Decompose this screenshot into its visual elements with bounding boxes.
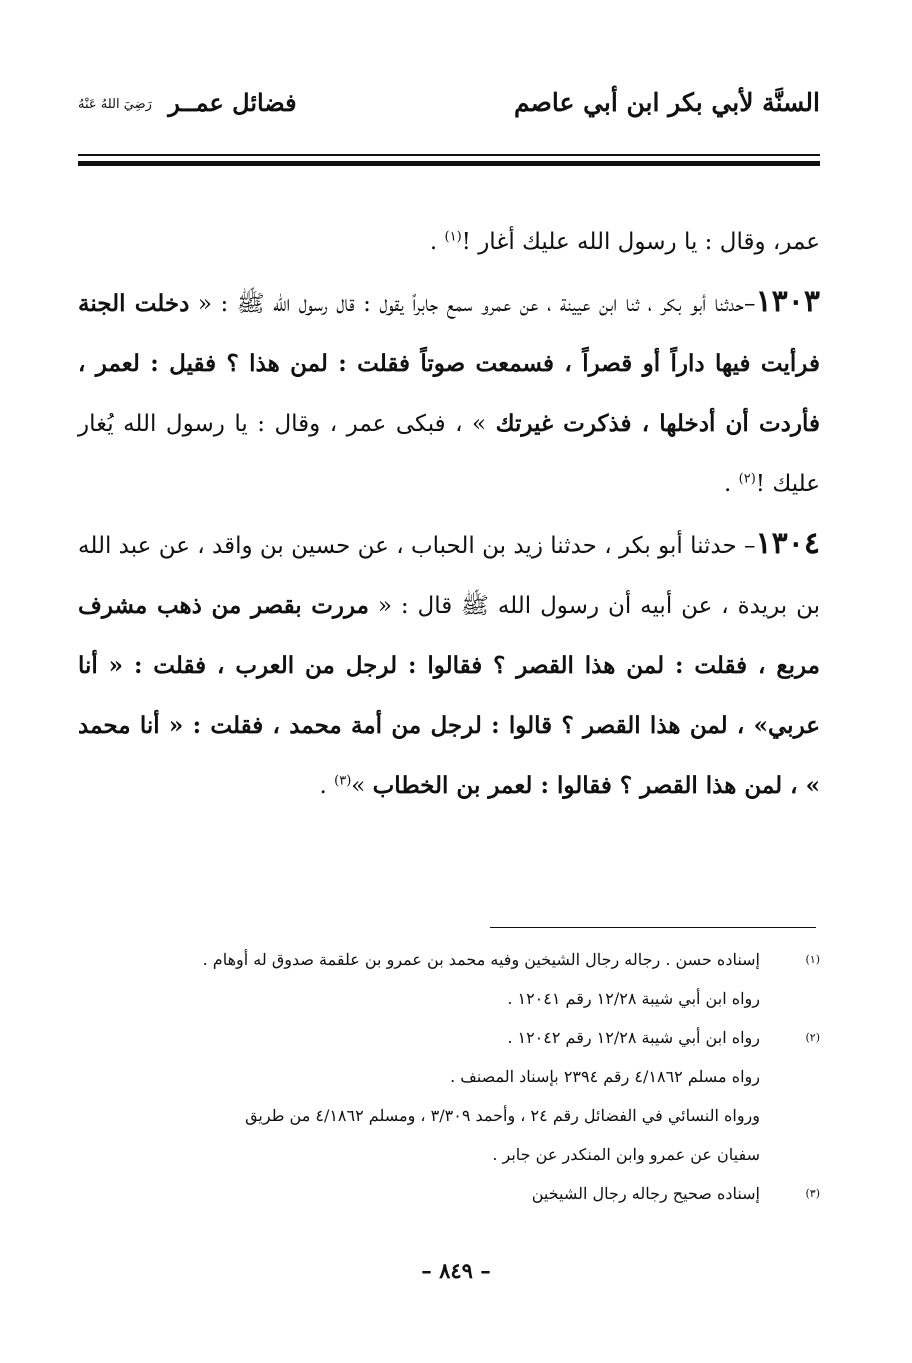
footnotes	[78, 940, 820, 1213]
hadith-1303	[78, 272, 820, 514]
continuation-paragraph	[78, 212, 820, 272]
footnote-text	[78, 1174, 760, 1213]
footnote-line: إسناده حسن . رجاله رجال الشيخين وفيه محمد بن عمرو بن علقمة صدوق له أوهام .	[202, 950, 760, 969]
footnote-line: ورواه النسائي في الفضائل رقم ٢٤ ، وأحمد ٣/٣٠٩ ، ومسلم ٤/١٨٦٢ من طريق	[245, 1106, 760, 1125]
hadith-closing: » ، فبكى عمر ، وقال : يا رسول الله يُغار عليك !	[78, 411, 820, 497]
footnote-marker: (٣)	[805, 1187, 820, 1200]
honorific-symbol: رَضِيَ اللهُ عَنْهُ	[78, 96, 152, 112]
footnote-text	[78, 940, 760, 1018]
header-rule-thin	[78, 154, 820, 156]
footnote-line: رواه مسلم ٤/١٨٦٢ رقم ٢٣٩٤ بإسناد المصنف .	[450, 1067, 760, 1086]
hadith-1304	[78, 514, 820, 816]
paragraph-tail: .	[724, 471, 739, 497]
footnote-ref: (١)	[444, 229, 462, 245]
footnote-line: رواه ابن أبي شيبة ١٢/٢٨ رقم ١٢٠٤٢ .	[507, 1028, 760, 1047]
footnote-ref: (٣)	[334, 773, 352, 789]
section-title: فضائل عمــر	[168, 87, 297, 117]
footnote-1	[78, 940, 820, 1018]
isnad-text: – حدثنا أبو بكر ، حدثنا زيد بن الحباب ، عن حسين بن واقد ، عن عبد الله بن بريدة ، عن أبيه أن رسول الله ﷺ قال : «	[78, 533, 821, 619]
footnote-ref: (٢)	[738, 471, 756, 487]
footnote-marker: (٢)	[805, 1031, 820, 1044]
footnote-text	[78, 1018, 760, 1174]
footnote-line: سفيان عن عمرو وابن المنكدر عن جابر .	[492, 1145, 760, 1164]
footnote-marker: (١)	[805, 953, 820, 966]
paragraph-text: عمر، وقال : يا رسول الله عليك أغار !	[461, 229, 820, 255]
footnote-line: رواه ابن أبي شيبة ١٢/٢٨ رقم ١٢٠٤١ .	[507, 989, 760, 1008]
hadith-number: ١٣٠٤	[755, 526, 820, 561]
footnote-separator	[490, 927, 816, 928]
book-title: السنَّة لأبي بكر ابن أبي عاصم	[513, 87, 820, 117]
paragraph-tail: .	[319, 773, 335, 799]
hadith-number: ١٣٠٣	[755, 284, 821, 319]
hadith-quote: مررت بقصر من ذهب مشرف مربع ، فقلت : لمن هذا القصر ؟ فقالوا : لرجل من العرب ، فقلت : « أنا عربي» ، لمن هذا القصر ؟ قالوا : لرجل من أمة محمد ، فقلت : « أنا محمد » ، لمن هذا القصر ؟ فقالوا : لعمر بن الخطاب	[78, 592, 820, 799]
isnad-text: –حدثنا أبو بكر ، ثنا ابن عيينة ، عن عمرو سمع جابراً يقول : قال رسول الله ﷺ : «	[189, 291, 756, 317]
hadith-closing: »	[351, 773, 373, 799]
section-title-wrap	[78, 88, 297, 117]
paragraph-tail: .	[429, 229, 445, 255]
running-header	[78, 82, 820, 122]
footnote-2	[78, 1018, 820, 1174]
hadith-quote: دخلت الجنة فرأيت فيها داراً أو قصراً ، فسمعت صوتاً فقلت : لمن هذا ؟ فقيل : لعمر ، فأردت أن أدخلها ، فذكرت غيرتك	[78, 290, 820, 437]
header-rule-thick	[78, 161, 820, 166]
footnote-3	[78, 1174, 820, 1213]
footnote-line: إسناده صحيح رجاله رجال الشيخين	[531, 1184, 760, 1203]
main-text	[78, 212, 820, 816]
page-number: – ٨٤٩ –	[421, 1258, 491, 1283]
